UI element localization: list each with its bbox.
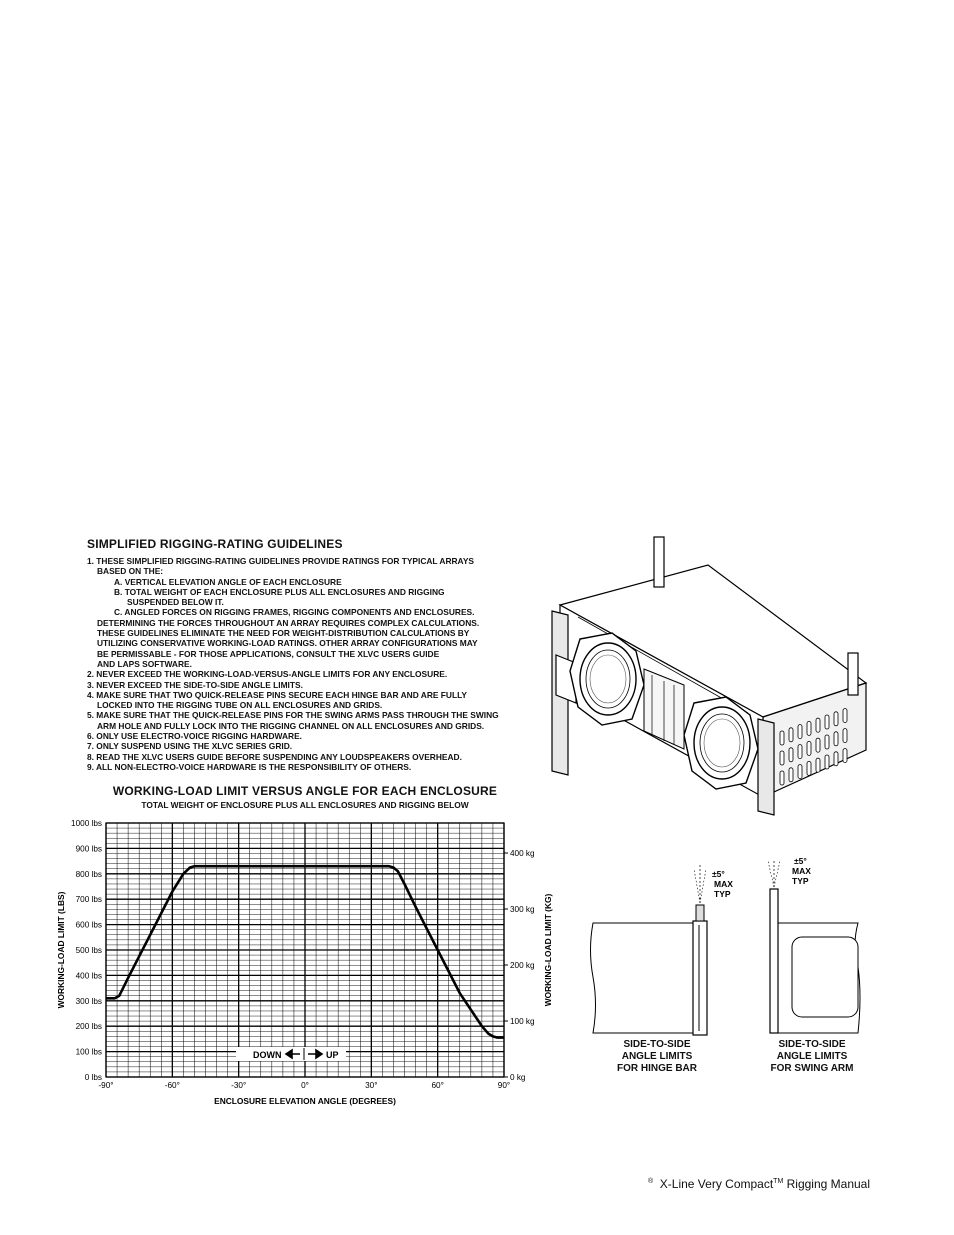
x-tick-label: 90°: [497, 1081, 511, 1090]
hinge-angle-text-3: TYP: [714, 889, 731, 899]
working-load-chart: [0, 810, 560, 1110]
direction-indicator: [236, 1047, 346, 1061]
guideline-line: BE PERMISSABLE - FOR THOSE APPLICATIONS, CONSULT THE XLVC USERS GUIDE: [97, 648, 440, 659]
vent-slot: [789, 768, 793, 782]
chart-subtitle: TOTAL WEIGHT OF ENCLOSURE PLUS ALL ENCLOSURES AND RIGGING BELOW: [141, 800, 469, 810]
vent-slot: [780, 771, 784, 785]
y-tick-label: 1000 lbs: [71, 819, 102, 828]
trademark-mark: TM: [773, 1178, 784, 1185]
x-axis-label: ENCLOSURE ELEVATION ANGLE (DEGREES): [214, 1096, 396, 1106]
chart-title: WORKING-LOAD LIMIT VERSUS ANGLE FOR EACH ENCLOSURE: [112, 784, 498, 798]
guideline-line: SUSPENDED BELOW IT.: [127, 597, 224, 608]
vent-slot: [816, 718, 820, 732]
hinge-bar-figure: [590, 855, 733, 1035]
vent-slot: [798, 745, 802, 759]
vent-slot: [843, 709, 847, 723]
y-tick-label: 100 lbs: [75, 1047, 102, 1057]
y-tick-label: 200 lbs: [75, 1022, 102, 1032]
vent-slot: [834, 752, 838, 766]
guidelines-title: SIMPLIFIED RIGGING-RATING GUIDELINES: [87, 537, 343, 551]
guideline-line: BASED ON THE:: [97, 566, 164, 577]
swing-arm-figure: [762, 855, 862, 1035]
guideline-line: 9. ALL NON-ELECTRO-VOICE HARDWARE IS THE RESPONSIBILITY OF OTHERS.: [87, 761, 412, 772]
footer-product-name: X-Line Very Compact: [659, 1177, 774, 1191]
swing-angle-text-2: MAX: [792, 866, 811, 876]
swing-arm-caption: SIDE-TO-SIDE ANGLE LIMITS FOR SWING ARM: [770, 1039, 854, 1074]
vent-slot: [807, 721, 811, 735]
guideline-line: AND LAPS SOFTWARE.: [97, 658, 192, 669]
vent-slot: [798, 725, 802, 739]
right-y-tick-label: 300 kg: [510, 905, 535, 915]
vent-slot: [789, 748, 793, 762]
y-tick-label: 800 lbs: [75, 869, 102, 879]
guideline-line: B. TOTAL WEIGHT OF EACH ENCLOSURE PLUS ALL ENCLOSURES AND RIGGING: [114, 586, 445, 597]
guideline-line: 8. READ THE XLVC USERS GUIDE BEFORE SUSPENDING ANY LOUDSPEAKERS OVERHEAD.: [87, 751, 462, 762]
guideline-line: C. ANGLED FORCES ON RIGGING FRAMES, RIGGING COMPONENTS AND ENCLOSURES.: [114, 607, 475, 618]
y-tick-label: 300 lbs: [75, 996, 102, 1006]
guideline-line: UTILIZING CONSERVATIVE WORKING-LOAD RATINGS. OTHER ARRAY CONFIGURATIONS MAY: [97, 638, 478, 649]
x-tick-label: 30°: [365, 1081, 378, 1090]
y-tick-label: 700 lbs: [75, 895, 102, 905]
guideline-line: ARM HOLE AND FULLY LOCK INTO THE RIGGING CHANNEL ON ALL ENCLOSURES AND GRIDS.: [97, 720, 485, 731]
guideline-line: 2. NEVER EXCEED THE WORKING-LOAD-VERSUS-ANGLE LIMITS FOR ANY ENCLOSURE.: [87, 669, 448, 680]
right-y-tick-label: 200 kg: [510, 961, 535, 971]
vent-slot: [789, 728, 793, 742]
up-label: UP: [326, 1050, 339, 1060]
guideline-line: THESE GUIDELINES ELIMINATE THE NEED FOR WEIGHT-DISTRIBUTION CALCULATIONS BY: [97, 628, 470, 639]
hinge-angle-text-1: ±5°: [712, 869, 725, 879]
x-tick-label: 0°: [301, 1081, 309, 1090]
vent-slot: [825, 735, 829, 749]
guideline-line: DETERMINING THE FORCES THROUGHOUT AN ARRAY REQUIRES COMPLEX CALCULATIONS.: [97, 617, 480, 628]
chart-grid: [106, 823, 504, 1077]
hinge-bar-caption: SIDE-TO-SIDE ANGLE LIMITS FOR HINGE BAR: [617, 1039, 697, 1074]
vent-slot: [780, 751, 784, 765]
x-tick-label: -90°: [98, 1081, 114, 1090]
y-tick-labels: [71, 819, 102, 1082]
swing-angle-text-1: ±5°: [794, 856, 807, 866]
vent-slot: [807, 761, 811, 775]
guidelines-list: [87, 556, 547, 772]
guideline-line: 6. ONLY USE ELECTRO-VOICE RIGGING HARDWARE.: [87, 731, 302, 742]
vent-slot: [834, 732, 838, 746]
right-y-axis-label: WORKING-LOAD LIMIT (KG): [543, 893, 553, 1007]
guideline-line: 1. THESE SIMPLIFIED RIGGING-RATING GUIDELINES PROVIDE RATINGS FOR TYPICAL ARRAYS: [87, 556, 474, 566]
vent-slot: [843, 749, 847, 763]
vent-slot: [843, 729, 847, 743]
swing-angle-text-3: TYP: [792, 876, 809, 886]
vent-slot: [825, 755, 829, 769]
page-footer: [648, 1177, 870, 1191]
vent-slot: [798, 765, 802, 779]
x-tick-label: 60°: [431, 1081, 444, 1090]
vent-slot: [780, 731, 784, 745]
y-tick-label: 0 lbs: [84, 1073, 102, 1082]
y-tick-label: 600 lbs: [75, 920, 102, 930]
vent-slot: [816, 738, 820, 752]
guideline-line: 5. MAKE SURE THAT THE QUICK-RELEASE PINS FOR THE SWING ARMS PASS THROUGH THE SWING: [87, 710, 499, 721]
guideline-line: 4. MAKE SURE THAT TWO QUICK-RELEASE PINS SECURE EACH HINGE BAR AND ARE FULLY: [87, 689, 467, 700]
x-tick-labels: [98, 1081, 510, 1090]
guideline-line: LOCKED INTO THE RIGGING TUBE ON ALL ENCLOSURES AND GRIDS.: [97, 700, 383, 711]
hinge-angle-text-2: MAX: [714, 879, 733, 889]
vent-slot: [816, 758, 820, 772]
footer-manual-name: Rigging Manual: [783, 1177, 870, 1191]
registered-mark: ®: [647, 1178, 654, 1185]
guideline-line: A. VERTICAL ELEVATION ANGLE OF EACH ENCLOSURE: [114, 576, 342, 587]
down-label: DOWN: [253, 1050, 282, 1060]
right-y-tick-label: 0 kg: [510, 1073, 526, 1082]
vent-slot: [807, 741, 811, 755]
guideline-line: 3. NEVER EXCEED THE SIDE-TO-SIDE ANGLE LIMITS.: [87, 679, 303, 690]
x-tick-label: -60°: [164, 1081, 180, 1090]
right-y-tick-labels: [504, 849, 535, 1082]
vent-slot: [834, 712, 838, 726]
y-tick-label: 400 lbs: [75, 971, 102, 981]
enclosure-illustration: [548, 535, 878, 830]
guideline-line: 7. ONLY SUSPEND USING THE XLVC SERIES GRID.: [87, 741, 293, 752]
right-y-tick-label: 100 kg: [510, 1017, 535, 1027]
vent-slot: [825, 715, 829, 729]
y-axis-label: WORKING-LOAD LIMIT (LBS): [56, 891, 66, 1009]
y-tick-label: 900 lbs: [75, 844, 102, 854]
x-tick-label: -30°: [231, 1081, 247, 1090]
y-tick-label: 500 lbs: [75, 946, 102, 955]
right-y-tick-label: 400 kg: [510, 849, 535, 859]
